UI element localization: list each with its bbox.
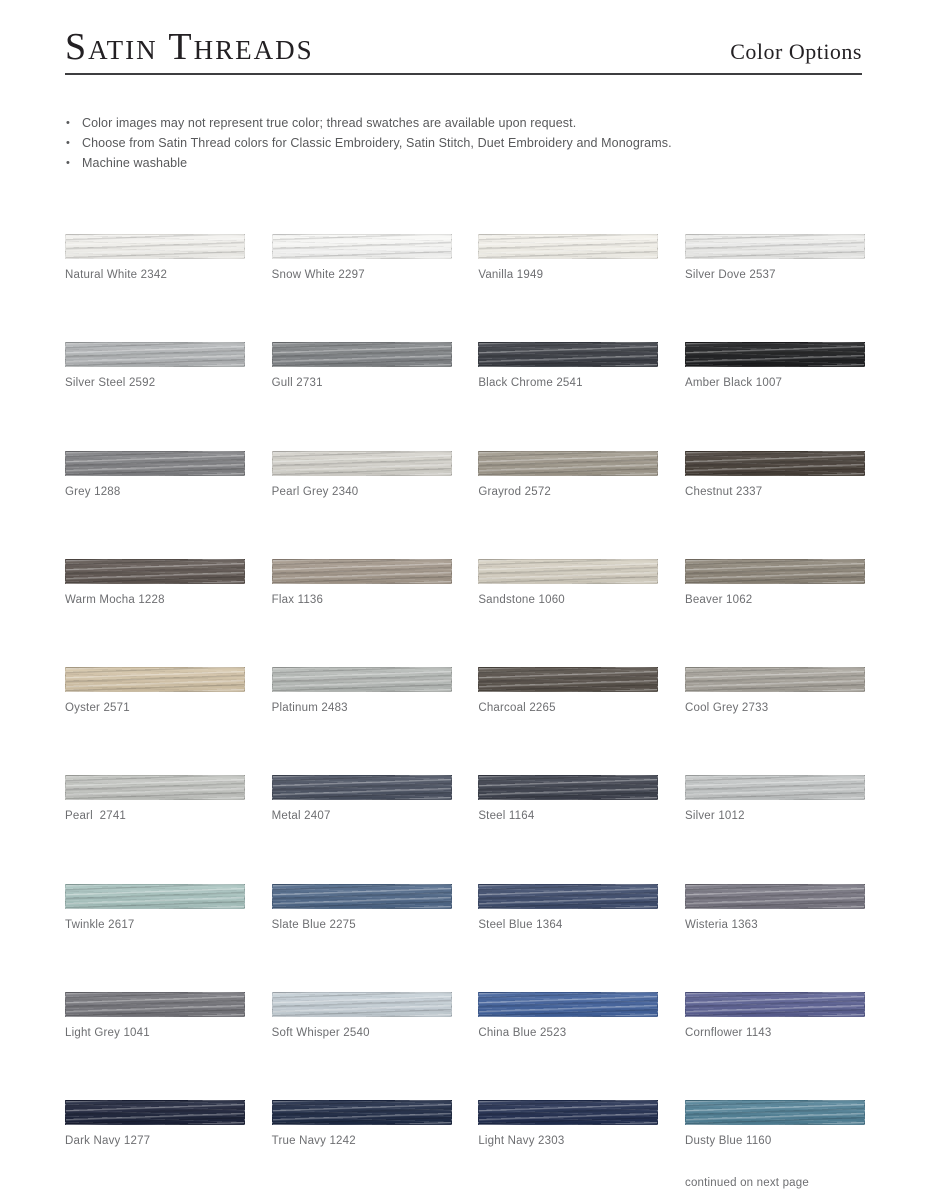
swatch-cell <box>272 1100 452 1200</box>
thread-label: Pearl 2741 <box>65 810 127 823</box>
thread-label: Black Chrome 2541 <box>478 377 583 390</box>
swatch-cell <box>65 342 245 450</box>
swatch-cell <box>478 342 658 450</box>
thread-label: Light Grey 1041 <box>65 1027 150 1040</box>
thread-swatch <box>65 884 245 909</box>
thread-swatch <box>272 775 452 800</box>
thread-swatch <box>478 1100 658 1125</box>
swatch-cell <box>478 992 658 1100</box>
continued-note: continued on next page <box>685 1177 809 1189</box>
swatch-cell <box>478 234 658 342</box>
swatch-cell <box>685 559 865 667</box>
swatch-cell <box>685 451 865 559</box>
swatch-cell <box>685 884 865 992</box>
thread-swatch <box>272 451 452 476</box>
thread-swatch <box>65 1100 245 1125</box>
swatch-cell <box>272 559 452 667</box>
thread-swatch <box>272 234 452 259</box>
thread-label: Charcoal 2265 <box>478 702 556 715</box>
thread-swatch <box>685 559 865 584</box>
thread-label: Light Navy 2303 <box>478 1135 565 1148</box>
swatch-cell <box>478 667 658 775</box>
thread-label: Amber Black 1007 <box>684 377 783 390</box>
thread-swatch <box>65 992 245 1017</box>
swatch-cell <box>65 775 245 883</box>
swatch-cell <box>478 451 658 559</box>
swatch-cell <box>65 992 245 1100</box>
swatch-cell <box>65 1100 245 1200</box>
thread-label: Cornflower 1143 <box>684 1027 772 1040</box>
thread-swatch <box>685 234 865 259</box>
thread-swatch <box>478 667 658 692</box>
swatch-cell <box>272 775 452 883</box>
thread-label: Beaver 1062 <box>684 593 753 606</box>
thread-swatch <box>685 992 865 1017</box>
thread-label: Silver 1012 <box>684 810 745 823</box>
thread-swatch <box>478 342 658 367</box>
page-header <box>65 28 862 75</box>
thread-label: Platinum 2483 <box>271 702 348 715</box>
thread-label: Dark Navy 1277 <box>65 1135 151 1148</box>
swatch-cell <box>685 342 865 450</box>
swatch-cell <box>65 559 245 667</box>
thread-label: Dusty Blue 1160 <box>684 1135 772 1148</box>
swatch-cell <box>65 451 245 559</box>
note-item: • Choose from Satin Thread colors for Classic Embroidery, Satin Stitch, Duet Embroidery and Monograms. <box>65 133 672 153</box>
swatch-cell <box>65 234 245 342</box>
thread-label: Wisteria 1363 <box>684 918 758 931</box>
thread-swatch <box>685 451 865 476</box>
thread-swatch <box>478 992 658 1017</box>
thread-label: True Navy 1242 <box>271 1135 356 1148</box>
swatch-cell <box>272 234 452 342</box>
thread-swatch <box>65 559 245 584</box>
thread-label: Flax 1136 <box>271 593 324 606</box>
thread-swatch <box>685 775 865 800</box>
thread-label: Sandstone 1060 <box>478 593 565 606</box>
thread-swatch <box>65 234 245 259</box>
thread-label: Pearl Grey 2340 <box>271 485 359 498</box>
thread-label: Oyster 2571 <box>65 702 130 715</box>
swatch-cell <box>272 884 452 992</box>
thread-label: Silver Steel 2592 <box>65 377 156 390</box>
swatch-cell <box>478 775 658 883</box>
thread-label: Cool Grey 2733 <box>684 702 769 715</box>
thread-label: Vanilla 1949 <box>478 269 544 281</box>
thread-label: Steel 1164 <box>478 810 535 823</box>
thread-swatch <box>272 992 452 1017</box>
thread-swatch <box>685 1100 865 1125</box>
swatch-cell <box>478 884 658 992</box>
notes-list <box>65 113 672 173</box>
thread-swatch <box>272 559 452 584</box>
page-title: Satin Threads <box>65 26 314 68</box>
thread-swatch <box>478 775 658 800</box>
thread-label: Metal 2407 <box>271 810 331 823</box>
swatch-cell <box>272 667 452 775</box>
thread-swatch <box>272 342 452 367</box>
thread-label: Steel Blue 1364 <box>478 918 563 931</box>
swatch-cell <box>685 667 865 775</box>
swatch-cell <box>65 884 245 992</box>
swatch-cell <box>65 667 245 775</box>
thread-swatch <box>685 667 865 692</box>
thread-label: Grey 1288 <box>65 485 121 498</box>
thread-label: Twinkle 2617 <box>65 918 135 931</box>
thread-swatch <box>272 667 452 692</box>
thread-swatch <box>65 667 245 692</box>
thread-swatch <box>272 1100 452 1125</box>
note-item: • Color images may not represent true color; thread swatches are available upon request. <box>65 113 672 133</box>
thread-swatch <box>65 775 245 800</box>
swatch-cell <box>478 1100 658 1200</box>
thread-swatch <box>478 451 658 476</box>
thread-swatch <box>65 451 245 476</box>
thread-label: China Blue 2523 <box>478 1027 567 1040</box>
thread-label: Gull 2731 <box>271 377 323 390</box>
page-subtitle: Color Options <box>730 39 862 64</box>
thread-label: Slate Blue 2275 <box>271 918 356 931</box>
swatch-cell <box>685 992 865 1100</box>
thread-label: Grayrod 2572 <box>478 485 552 498</box>
swatch-cell <box>272 451 452 559</box>
swatch-cell <box>272 992 452 1100</box>
thread-swatch <box>478 884 658 909</box>
swatch-cell <box>272 342 452 450</box>
thread-swatch <box>685 884 865 909</box>
swatch-cell <box>685 775 865 883</box>
thread-label: Natural White 2342 <box>65 269 168 281</box>
thread-swatch <box>685 342 865 367</box>
thread-swatch <box>478 234 658 259</box>
thread-swatch <box>272 884 452 909</box>
thread-swatch <box>478 559 658 584</box>
swatch-grid <box>65 234 865 1200</box>
thread-swatch <box>65 342 245 367</box>
thread-label: Soft Whisper 2540 <box>271 1027 370 1040</box>
note-item: • Machine washable <box>65 153 672 173</box>
thread-label: Silver Dove 2537 <box>684 269 776 281</box>
swatch-cell <box>685 234 865 342</box>
thread-label: Snow White 2297 <box>271 269 365 281</box>
swatch-cell <box>478 559 658 667</box>
thread-label: Warm Mocha 1228 <box>65 593 165 606</box>
thread-label: Chestnut 2337 <box>684 485 763 498</box>
